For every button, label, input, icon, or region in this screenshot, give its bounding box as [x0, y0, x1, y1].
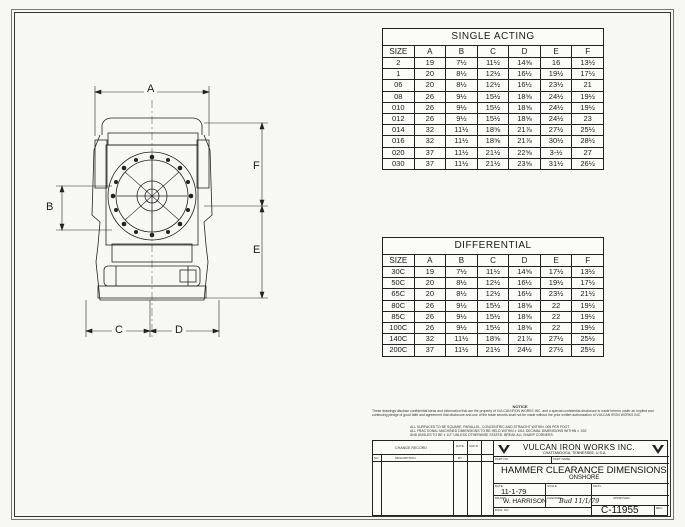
dimension-cell: 27½: [540, 345, 572, 356]
dimension-cell: 26½: [572, 158, 604, 169]
dimension-cell: 32: [414, 125, 446, 136]
dimension-cell: 23⅝: [509, 158, 541, 169]
dimension-cell: 21½: [477, 147, 509, 158]
column-header-f: F: [572, 255, 604, 267]
company-location: CHATTANOOGA, TENNESSEE, U.S.A.: [543, 451, 607, 455]
dimension-cell: 17½: [572, 278, 604, 289]
column-header-d: D: [509, 46, 541, 58]
dimension-cell: 9½: [446, 91, 478, 102]
dimension-cell: 22: [540, 323, 572, 334]
dimension-cell: 23½: [540, 80, 572, 91]
dimension-cell: 37: [414, 345, 446, 356]
table-row: [383, 345, 604, 356]
table-header-row: [383, 255, 604, 267]
size-cell: 010: [383, 102, 415, 113]
dimension-cell: 23½: [540, 289, 572, 300]
size-cell: 50C: [383, 278, 415, 289]
part-name-label: PART NAME: [553, 457, 571, 461]
dimension-cell: 32: [414, 136, 446, 147]
size-cell: 030: [383, 158, 415, 169]
dimension-cell: 26: [414, 114, 446, 125]
dim-label-c: C: [112, 324, 126, 336]
left-side-wall: [92, 135, 100, 222]
dimension-cell: 19½: [572, 300, 604, 311]
checked-by-value: Bud 11/1/79: [559, 497, 600, 505]
dimension-cell: 12½: [477, 80, 509, 91]
dimension-cell: 8½: [446, 80, 478, 91]
column-header-a: A: [414, 46, 446, 58]
change-record-label: CHANGE RECORD: [395, 446, 427, 450]
left-ear: [95, 140, 107, 188]
dimension-cell: 19½: [540, 278, 572, 289]
dimension-cell: 22: [540, 300, 572, 311]
approved-label: APPROVED: [613, 496, 630, 500]
dimension-cell: 37: [414, 147, 446, 158]
differential-table: [382, 237, 604, 357]
size-cell: 140C: [383, 334, 415, 345]
dimension-cell: 25½: [572, 125, 604, 136]
dimension-cell: 12½: [477, 289, 509, 300]
checked-label: CHECKED: [547, 496, 562, 500]
size-cell: 012: [383, 114, 415, 125]
dim-label-d: D: [172, 324, 186, 336]
table-row: [383, 136, 604, 147]
title-block: [372, 440, 668, 516]
differential-title: DIFFERENTIAL: [382, 237, 604, 254]
dimension-cell: 24½: [540, 114, 572, 125]
column-header-b: B: [446, 46, 478, 58]
column-header-c: C: [477, 255, 509, 267]
right-ear: [197, 140, 209, 188]
size-cell: 30C: [383, 267, 415, 278]
column-header-e: E: [540, 255, 572, 267]
size-cell: 06: [383, 80, 415, 91]
dimension-cell: 23: [572, 114, 604, 125]
table-row: [383, 289, 604, 300]
table-row: [383, 267, 604, 278]
dimension-cell: 18⅝: [477, 334, 509, 345]
table-row: [383, 80, 604, 91]
table-row: [383, 311, 604, 322]
dimension-cell: 15½: [477, 323, 509, 334]
dimension-cell: 26: [414, 102, 446, 113]
dimension-cell: 16½: [509, 80, 541, 91]
dimension-cell: 31½: [540, 158, 572, 169]
single-acting-table: [382, 28, 604, 170]
dimension-cell: 17½: [540, 267, 572, 278]
table-row: [383, 125, 604, 136]
dimension-cell: 16½: [509, 278, 541, 289]
dwg-no-label: DWG. NO.: [495, 508, 510, 512]
dimension-cell: 11½: [477, 58, 509, 69]
dimension-cell: 24½: [540, 102, 572, 113]
dimension-cell: 27½: [540, 334, 572, 345]
dimension-cell: 20: [414, 289, 446, 300]
dimension-cell: 12½: [477, 69, 509, 80]
dimension-cell: 18⅝: [509, 300, 541, 311]
dimension-cell: 21⅞: [509, 136, 541, 147]
dimension-cell: 18⅝: [509, 91, 541, 102]
col-description-label: DESCRIPTION: [395, 456, 416, 460]
dimension-cell: 16½: [509, 289, 541, 300]
dimension-cell: 26: [414, 300, 446, 311]
dim-label-b: B: [46, 201, 54, 213]
dimension-cell: 16½: [509, 69, 541, 80]
table-row: [383, 300, 604, 311]
general-note-1: ALL SURFACES TO BE SQUARE, PARALLEL, CONCENTRIC AND STRAIGHT WITHIN .005 PER FOOT: [410, 425, 570, 429]
dimension-cell: 21: [572, 80, 604, 91]
dimension-cell: 14⅝: [509, 58, 541, 69]
date-label: DATE: [495, 484, 503, 488]
table-row: [383, 147, 604, 158]
table-row: [383, 334, 604, 345]
drawing-subtitle: ONSHORE: [569, 475, 600, 481]
dim-label-a: A: [144, 83, 157, 95]
dimension-cell: 11½: [477, 267, 509, 278]
part-no-label: PART NO.: [495, 457, 509, 461]
dimension-cell: 11½: [446, 136, 478, 147]
column-header-size: SIZE: [383, 255, 415, 267]
dimension-cell: 15½: [477, 311, 509, 322]
vulcan-logo-right: [651, 443, 665, 455]
notice-title: NOTICE: [512, 404, 528, 409]
column-header-f: F: [572, 46, 604, 58]
dimension-cell: 18⅝: [509, 311, 541, 322]
size-cell: 100C: [383, 323, 415, 334]
notice-block: [372, 405, 668, 418]
dimension-cell: 20: [414, 80, 446, 91]
dimension-cell: 19½: [572, 91, 604, 102]
top-band: [108, 133, 198, 145]
dimension-cell: 19½: [540, 69, 572, 80]
single-acting-title: SINGLE ACTING: [382, 28, 604, 45]
table-row: [383, 278, 604, 289]
size-cell: 85C: [383, 311, 415, 322]
drawing-title: HAMMER CLEARANCE DIMENSIONS: [501, 465, 667, 476]
dimension-cell: 15½: [477, 114, 509, 125]
dimension-cell: 7½: [446, 58, 478, 69]
dimension-cell: 9½: [446, 300, 478, 311]
size-cell: 020: [383, 147, 415, 158]
dimension-cell: 11½: [446, 158, 478, 169]
dimension-cell: 28½: [572, 136, 604, 147]
vulcan-logo: [497, 443, 511, 455]
size-cell: 1: [383, 69, 415, 80]
column-header-e: E: [540, 46, 572, 58]
column-header-a: A: [414, 255, 446, 267]
size-cell: 65C: [383, 289, 415, 300]
date-value: 11-1-79: [501, 487, 527, 496]
dimension-cell: 26: [414, 311, 446, 322]
dimension-cell: 18⅝: [509, 102, 541, 113]
dimension-cell: 11½: [446, 345, 478, 356]
dimension-cell: 7½: [446, 267, 478, 278]
dimension-cell: 8½: [446, 69, 478, 80]
dimension-cell: 18⅝: [509, 114, 541, 125]
col-by-label: BY: [458, 456, 463, 460]
scale-label: SCALE: [547, 484, 557, 488]
dimension-cell: 11½: [446, 125, 478, 136]
dimension-cell: 18⅝: [477, 125, 509, 136]
size-cell: 016: [383, 136, 415, 147]
table-row: [383, 91, 604, 102]
dimension-cell: 22⅝: [509, 147, 541, 158]
table-row: [383, 158, 604, 169]
col-date-label: DATE: [456, 444, 464, 448]
table-row: [383, 323, 604, 334]
dimension-cell: 19: [414, 58, 446, 69]
general-note-2: ALL FRACTIONAL MACHINED DIMENSIONS TO BE HELD WITHIN ± 1/64. DECIMAL DIMENSIONS WITHIN ± .002: [410, 429, 587, 434]
drawn-label: DRAWN: [495, 496, 507, 500]
dimension-cell: 11½: [446, 147, 478, 158]
dimension-cell: 3-½: [540, 147, 572, 158]
column-header-c: C: [477, 46, 509, 58]
dimension-cell: 27: [572, 147, 604, 158]
dimension-cell: 19½: [572, 311, 604, 322]
column-header-b: B: [446, 255, 478, 267]
dimension-cell: 20: [414, 69, 446, 80]
dimension-cell: 18⅝: [509, 323, 541, 334]
dimension-cell: 14⅝: [509, 267, 541, 278]
table-row: [383, 102, 604, 113]
table-header-row: [383, 46, 604, 58]
size-cell: 08: [383, 91, 415, 102]
dimension-cell: 9½: [446, 311, 478, 322]
dimension-cell: 12½: [477, 278, 509, 289]
column-header-size: SIZE: [383, 46, 415, 58]
dimension-cell: 21½: [477, 158, 509, 169]
dimension-cell: 24½: [540, 91, 572, 102]
dimension-cell: 15½: [477, 91, 509, 102]
general-notes: [410, 425, 642, 437]
table-row: [383, 114, 604, 125]
material-label: MAT'L: [593, 484, 602, 488]
dimension-cell: 9½: [446, 323, 478, 334]
dimension-cell: 32: [414, 334, 446, 345]
dimension-cell: 21⅞: [509, 334, 541, 345]
size-cell: 014: [383, 125, 415, 136]
dimension-cell: 18⅝: [477, 136, 509, 147]
dimension-cell: 25½: [572, 345, 604, 356]
size-cell: 2: [383, 58, 415, 69]
col-chkd-label: CHK'D: [469, 444, 479, 448]
col-no-label: NO.: [374, 456, 380, 460]
dimension-cell: 11½: [446, 334, 478, 345]
company-name: VULCAN IRON WORKS INC.: [523, 443, 635, 452]
dimension-cell: 21½: [572, 289, 604, 300]
rev-label: REV.: [656, 506, 663, 510]
dimension-cell: 20: [414, 278, 446, 289]
size-cell: 80C: [383, 300, 415, 311]
dimension-cell: 19½: [572, 323, 604, 334]
dimension-cell: 13½: [572, 58, 604, 69]
dimension-cell: 27½: [540, 125, 572, 136]
column-header-d: D: [509, 255, 541, 267]
dimension-cell: 16: [540, 58, 572, 69]
dimension-cell: 19: [414, 267, 446, 278]
notice-text: These drawings disclose confidential ideas and information that are the property of VULCAN IRON WORKS INC. and a special confidential disclosure is made hereon under an implied and continuing pledge of good faith and agreement that disclosure and use of the trade secrets shall not be made without the prior written authorization of VULCAN IRON WORKS INC.: [372, 409, 654, 418]
dim-label-f: F: [253, 160, 260, 172]
general-note-3: AND ANGLES TO BE ± 1/2° UNLESS OTHERWISE STATED. BREAK ALL SHARP CORNERS.: [410, 433, 554, 438]
dimension-cell: 9½: [446, 114, 478, 125]
dimension-cell: 17½: [572, 69, 604, 80]
dimension-cell: 8½: [446, 289, 478, 300]
drawn-by-value: W. HARRISON: [503, 498, 547, 505]
dimension-cell: 26: [414, 323, 446, 334]
dimension-cell: 26: [414, 91, 446, 102]
dimension-cell: 21⅞: [509, 125, 541, 136]
dimension-cell: 30½: [540, 136, 572, 147]
table-row: [383, 69, 604, 80]
table-row: [383, 58, 604, 69]
dimension-cell: 15½: [477, 300, 509, 311]
dimension-cell: 15½: [477, 102, 509, 113]
dimension-cell: 8½: [446, 278, 478, 289]
right-side-wall: [204, 135, 212, 222]
dimension-cell: 37: [414, 158, 446, 169]
drawing-number: C-11955: [601, 505, 639, 516]
dimension-cell: 19½: [572, 102, 604, 113]
dimension-cell: 22: [540, 311, 572, 322]
size-cell: 200C: [383, 345, 415, 356]
dimension-cell: 24½: [509, 345, 541, 356]
dimension-cell: 21½: [477, 345, 509, 356]
dimension-cell: 13½: [572, 267, 604, 278]
dimension-cell: 9½: [446, 102, 478, 113]
dim-label-e: E: [253, 244, 261, 256]
dimension-cell: 25½: [572, 334, 604, 345]
